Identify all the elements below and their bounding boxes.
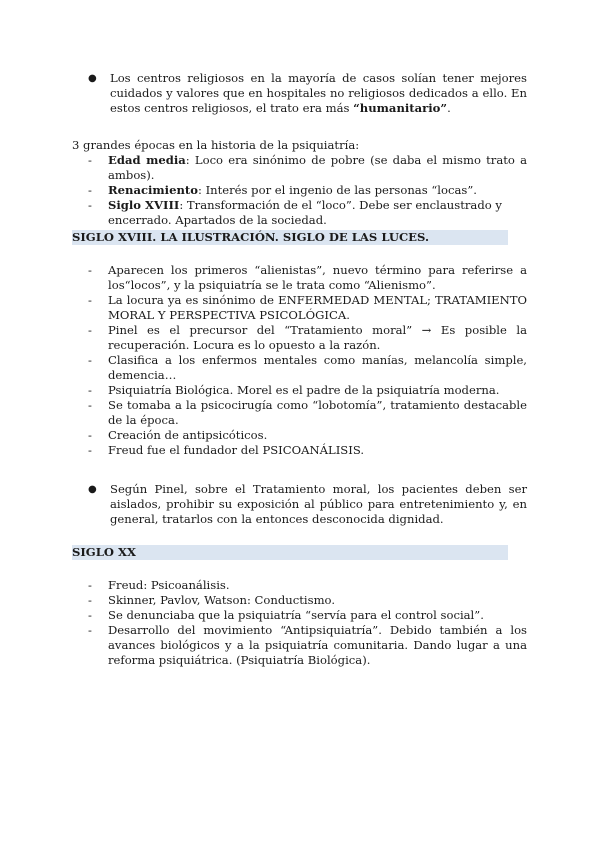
list-item: - Freud: Psicoanálisis.: [88, 578, 230, 592]
intro-bullet-text: Los centros religiosos en la mayoría de casos solían tener mejores cuidados y valores que en hospitales no religiosos dedicados a ello. En estos centros religiosos, el trato era más “humanitario”.: [110, 71, 527, 115]
siglo-xx-list: [72, 578, 527, 668]
epocas-intro: 3 grandes épocas en la historia de la psiquiatría:: [72, 138, 360, 152]
list-item: - Creación de antipsicóticos.: [88, 428, 268, 442]
list-item: - Renacimiento: Interés por el ingenio de las personas “locas”.: [88, 183, 477, 197]
list-item: - Freud fue el fundador del PSICOANÁLISIS.: [88, 443, 365, 457]
bullet-dot-icon: [72, 482, 110, 527]
intro-bullet: [72, 71, 527, 116]
list-item: - Desarrollo del movimiento “Antipsiquiatría”. Debido también a los avances biológicos y a la psiquiatría comunitaria. Dando lugar a una reforma psiquiátrica. (Psiquiatría Biológica).: [88, 623, 527, 667]
siglo-xviii-list: [72, 263, 527, 458]
list-item: - Edad media: Loco era sinónimo de pobre (se daba el mismo trato a ambos).: [88, 153, 527, 182]
list-item: - Se tomaba a la psicocirugía como “lobotomía”, tratamiento destacable de la época.: [88, 398, 527, 427]
list-item: - La locura ya es sinónimo de ENFERMEDAD MENTAL; TRATAMIENTO MORAL Y PERSPECTIVA PSICOLÓGICA.: [88, 293, 527, 322]
list-item: - Siglo XVIII: Transformación de el “loco”. Debe ser enclaustrado y encerrado. Apartados de la sociedad.: [88, 198, 502, 227]
bullet-dot-icon: [72, 71, 110, 116]
list-item: - Skinner, Pavlov, Watson: Conductismo.: [88, 593, 336, 607]
list-item: - Clasifica a los enfermos mentales como manías, melancolía simple, demencia…: [88, 353, 527, 382]
pinel-bullet: ● Según Pinel, sobre el Tratamiento moral, los pacientes deben ser aislados, prohibir su exposición al público para entretenimiento y, en general, tratarlos con la entonces desconocida dignidad.: [72, 482, 527, 527]
list-item: - Pinel es el precursor del “Tratamiento moral” → Es posible la recuperación. Locura es lo opuesto a la razón.: [88, 323, 527, 352]
epocas-section: [72, 138, 527, 228]
list-item: - Aparecen los primeros “alienistas”, nuevo término para referirse a los“locos”, y la psiquiatría se le trata como “Alienismo”.: [88, 263, 527, 292]
list-item: - Psiquiatría Biológica. Morel es el padre de la psiquiatría moderna.: [88, 383, 500, 397]
section-heading-siglo-xx: SIGLO XX: [72, 545, 508, 560]
section-heading-siglo-xviii: SIGLO XVIII. LA ILUSTRACIÓN. SIGLO DE LAS LUCES.: [72, 230, 508, 245]
list-item: - Se denunciaba que la psiquiatría “servía para el control social”.: [88, 608, 484, 622]
